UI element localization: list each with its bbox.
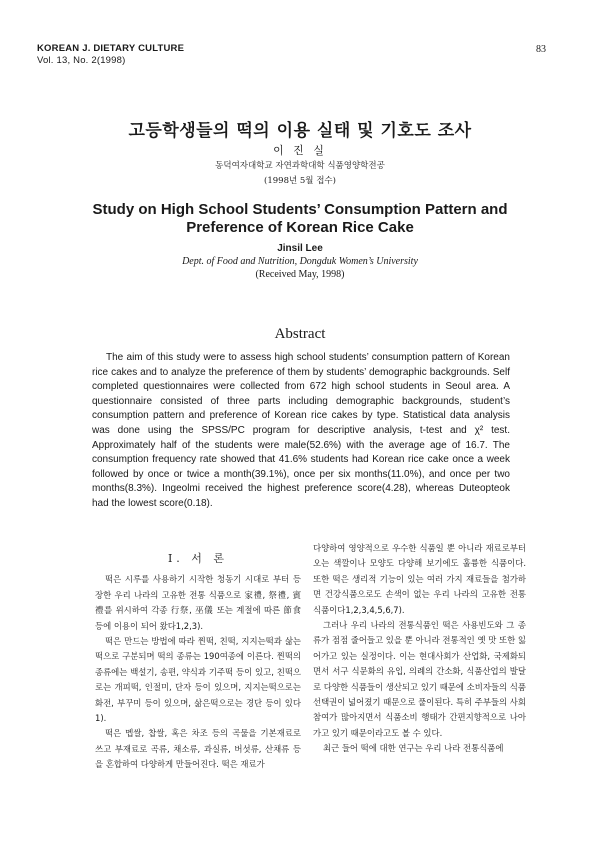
english-author: Jinsil Lee bbox=[277, 243, 323, 254]
abstract-heading: Abstract bbox=[274, 326, 326, 342]
right-paragraph: 다양하여 영양적으로 우수한 식품일 뿐 아니라 재료로부터 오는 색깔이나 모양도 다양해 보기에도 훌륭한 식품이다. 또한 떡은 생리적 기능이 있는 여러 가지 재료들을 첨가하면 건강식품으로도 손색이 없는 우리 나라의 고유한 전통 식품이다1,2,3,4,5,6,7). bbox=[313, 543, 526, 615]
english-title bbox=[0, 201, 600, 237]
korean-author: 이 진 실 bbox=[273, 144, 327, 157]
left-paragraph: 떡은 시루를 사용하기 시작한 청동기 시대로 부터 등장한 우리 나라의 고유한 전통 식품으로 家禮, 祭禮, 賓禮를 위시하여 각종 行祭, 巫儀 또는 계절에 따른 節食 등에 이용이 되어 왔다1,2,3). bbox=[95, 574, 301, 631]
english-affiliation: Dept. of Food and Nutrition, Dongduk Women’s University bbox=[182, 256, 418, 267]
left-paragraph: 떡은 멥쌀, 찹쌀, 혹은 차조 등의 곡물을 기본재료로 쓰고 부재료로 곡류, 채소류, 과실류, 버섯류, 산채류 등을 혼합하여 다양하게 만들어진다. 떡은 재료가 bbox=[95, 728, 301, 770]
page-number: 83 bbox=[536, 44, 546, 55]
journal-volume: Vol. 13, No. 2(1998) bbox=[37, 55, 126, 66]
right-paragraph: 그러나 우리 나라의 전통식품인 떡은 사용빈도와 그 종류가 점점 줄어들고 있을 뿐 아니라 전통적인 옛 맛 또한 잃어가고 있는 실정이다. 이는 현대사회가 산업화, 국제화되면서 서구 식문화의 유입, 의례의 간소화, 식품산업의 발달로 다양한 식품들이 생산되고 있기 때문에 소비자들의 식품 선택권이 넓어졌기 때문으로 풀이된다. 특히 주부들의 사회참여가 많아지면서 식품소비 행태가 간편지향적으로 나아가고 있기 때문이라고도 볼 수 있다. bbox=[313, 620, 526, 738]
korean-received-date: (1998년 5월 접수) bbox=[264, 176, 336, 186]
left-column bbox=[95, 551, 301, 773]
section-heading: I. 서 론 bbox=[167, 552, 229, 565]
english-title-line2: Preference of Korean Rice Cake bbox=[186, 219, 414, 236]
english-title-line1: Study on High School Students’ Consumption Pattern and bbox=[92, 201, 508, 218]
english-received-date: (Received May, 1998) bbox=[255, 269, 345, 280]
right-paragraph: 최근 들어 떡에 대한 연구는 우리 나라 전통식품에 bbox=[323, 743, 504, 754]
abstract-body: The aim of this study were to assess high school students’ consumption pattern of Korean rice cakes and to analyze the preference of them by students’ demographic backgrounds. Self completed questionnaires were collected from 672 high school students in Seoul area. A questionnaire consisted of three parts including demographic backgrounds, student’s consumption pattern and preference of Korean rice cakes by type. Statistical data analysis was done using the SPSS/PC program for descriptive analysis, t-test and χ² test. Approximately half of the students were male(52.6%) with the average age of 16.7. The consumption frequency rate showed that 41.6% students had Korean rice cake once a week followed by once or twice a month(39.1%), once per six months(11.0%), and once per two months(8.3%). Ingeolmi received the highest preference score(4.28), whereas Duteopteok had the lowest score(0.18). bbox=[92, 352, 510, 509]
korean-affiliation: 동덕여자대학교 자연과학대학 식품영양학전공 bbox=[215, 161, 385, 171]
left-paragraph: 떡은 만드는 방법에 따라 찐떡, 친떡, 지지는떡과 삶는떡으로 구분되며 떡의 종류는 190여종에 이른다. 찐떡의 종류에는 백설기, 송편, 약식과 기주떡 등이 있고, 친떡으로는 개피떡, 인절미, 단자 등이 있으며, 지지는떡으로는 화전, 부꾸미 등이 있으며, 삶은떡으로는 경단 등이 있다1). bbox=[95, 636, 301, 724]
journal-header bbox=[37, 43, 184, 67]
korean-title: 고등학생들의 떡의 이용 실태 및 기호도 조사 bbox=[128, 121, 472, 141]
right-column bbox=[313, 541, 526, 757]
journal-name: KOREAN J. DIETARY CULTURE bbox=[37, 43, 185, 54]
